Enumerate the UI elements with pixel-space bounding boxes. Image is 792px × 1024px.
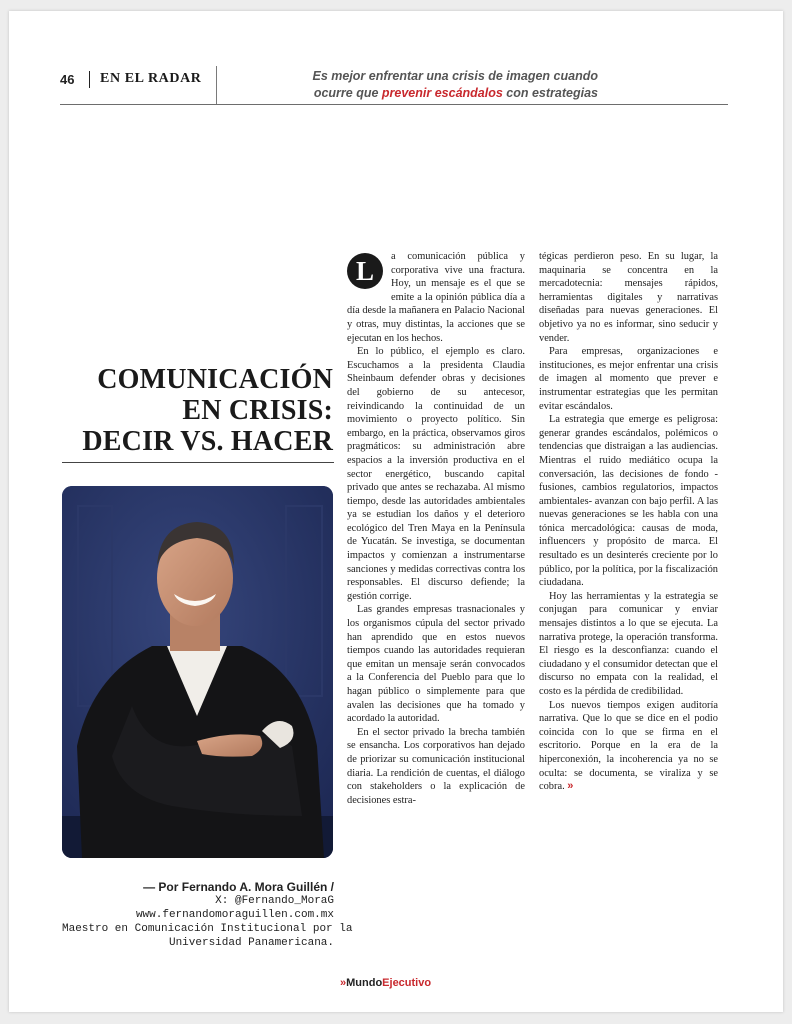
end-mark-icon: » — [567, 780, 574, 793]
footer-brand — [340, 977, 431, 989]
article-column-2 — [539, 250, 718, 794]
section-name: EN EL RADAR — [100, 71, 202, 86]
author-photo — [62, 486, 333, 858]
author-byline — [62, 880, 353, 950]
paragraph: Hoy las herramientas y la estrategia se conjugan para comunicar y enviar mensajes distintos a lo que se ejecuta. La narrativa protege, la operación transforma. El riesgo es la desconfianza: cuando el ciudadano y el consumidor detectan que el discurso no empata con la realidad, el costo es la pérdida de credibilidad. — [539, 590, 718, 697]
paragraph: a comunicación pública y corporativa vive una fractura. Hoy, un mensaje es el que se emite a la opinión pública día a día desde la mañanera en Palacio Nacional y otras, muy distintas, la acciones que se ejecutan en los hechos. — [347, 251, 525, 344]
header-headline — [220, 68, 598, 102]
headline-part1: Es mejor enfrentar una crisis de imagen cuando — [312, 69, 598, 83]
header-rule — [60, 104, 728, 105]
headline-part3: con estrategias — [502, 86, 598, 100]
drop-cap: L — [347, 253, 383, 289]
brand-name-part2: Ejecutivo — [382, 977, 432, 989]
title-line1: COMUNICACIÓN — [97, 364, 333, 395]
author-bio-line2: Universidad Panamericana. — [168, 937, 334, 949]
brand-name-part1: Mundo — [346, 977, 383, 989]
last-paragraph — [539, 699, 718, 794]
paragraph: Las grandes empresas trasnacionales y los organismos cúpula del sector privado han aprendido que en estos nuevos tiempos cuando las autoridades requieran que emitan un mensaje serán convocados a la Conferencia del Pueblo para que lo hagan público o simplemente para que avalen las decisiones que ha tomado y acordado la autoridad. — [347, 604, 525, 725]
title-line2: EN CRISIS: — [182, 395, 333, 426]
headline-part2: ocurre que — [313, 86, 382, 100]
author-social-handle: X: @Fernando_MoraG — [215, 895, 334, 907]
paragraph: En lo público, el ejemplo es claro. Escuchamos a la presidenta Claudia Sheinbaum defender obras y decisiones del gobierno de su antecesor, reivindicando la continuidad de un movimiento o proyecto político. Sin embargo, en la práctica, observamos giros pragmáticos: su administración abre espacios a la inversión productiva en el sector energético, buscando capital privado que antes se rechazaba. Al mismo tiempo, desde las autoridades ambientales ya se estudian los daños y el deterioro ecológico del Tren Maya en la Península de Yucatán. Se investiga, se documentan impactos y comienzan a instrumentarse sanciones y medidas correctivas contra los responsables. El discurso defiende; la gestión corrige. — [347, 346, 525, 602]
author-portrait-illustration — [62, 486, 333, 858]
header-separator — [89, 71, 90, 88]
paragraph: tégicas perdieron peso. En su lugar, la maquinaria se concentra en la mercadotecnia: mensajes rápidos, herramientas digitales y narrativas diseñadas para nuevas generaciones. El objetivo ya no es informar, sino seducir y vender. — [539, 251, 718, 344]
paragraph: En el sector privado la brecha también se ensancha. Los corporativos han dejado de priorizar su comunicación institucional diaria. La rendición de cuentas, el diálogo con stakeholders o la explicación de decisiones estra- — [347, 726, 525, 806]
header-divider — [216, 66, 217, 105]
article-column-1 — [347, 250, 525, 807]
title-line3: DECIR VS. HACER — [82, 426, 333, 457]
author-bio-line1: Maestro en Comunicación Institucional por la — [62, 923, 353, 935]
title-rule — [62, 462, 334, 463]
paragraph: Para empresas, organizaciones e instituciones, es mejor enfrentar una crisis de imagen al momento que prever e instrumentar estrategias que les permitan evitar escándalos. — [539, 346, 718, 412]
headline-highlight: prevenir escándalos — [381, 86, 503, 100]
brand-chevron-icon: » — [340, 977, 347, 989]
page-number: 46 — [60, 72, 75, 87]
paragraph-text: Los nuevos tiempos exigen auditoría narrativa. Que lo que se dice en el podio coincida con lo que se firma en el escritorio. Porque en la era de la hiperconexión, la incoherencia ya no se oculta: se documenta, se viraliza y se cobra. — [539, 699, 718, 793]
article-title — [80, 364, 333, 457]
author-name: — Por Fernando A. Mora Guillén / — [143, 880, 334, 894]
paragraph: La estrategia que emerge es peligrosa: generar grandes escándalos, polémicos o tendencias que distraigan a las audiencias. Mientras el ruido mediático ocupa la conversación, las decisiones de fondo -fusiones, cambios regulatorios, impactos ambientales- avanzan con bajo perfil. A las nuevas generaciones se les habla con una tónica mercadológica: causas de moda, influencers y propósito de marca. El resultado es un desinterés creciente por lo público, por la política, por la fiscalización ciudadana. — [539, 414, 718, 589]
author-website: www.fernandomoraguillen.com.mx — [135, 909, 334, 921]
